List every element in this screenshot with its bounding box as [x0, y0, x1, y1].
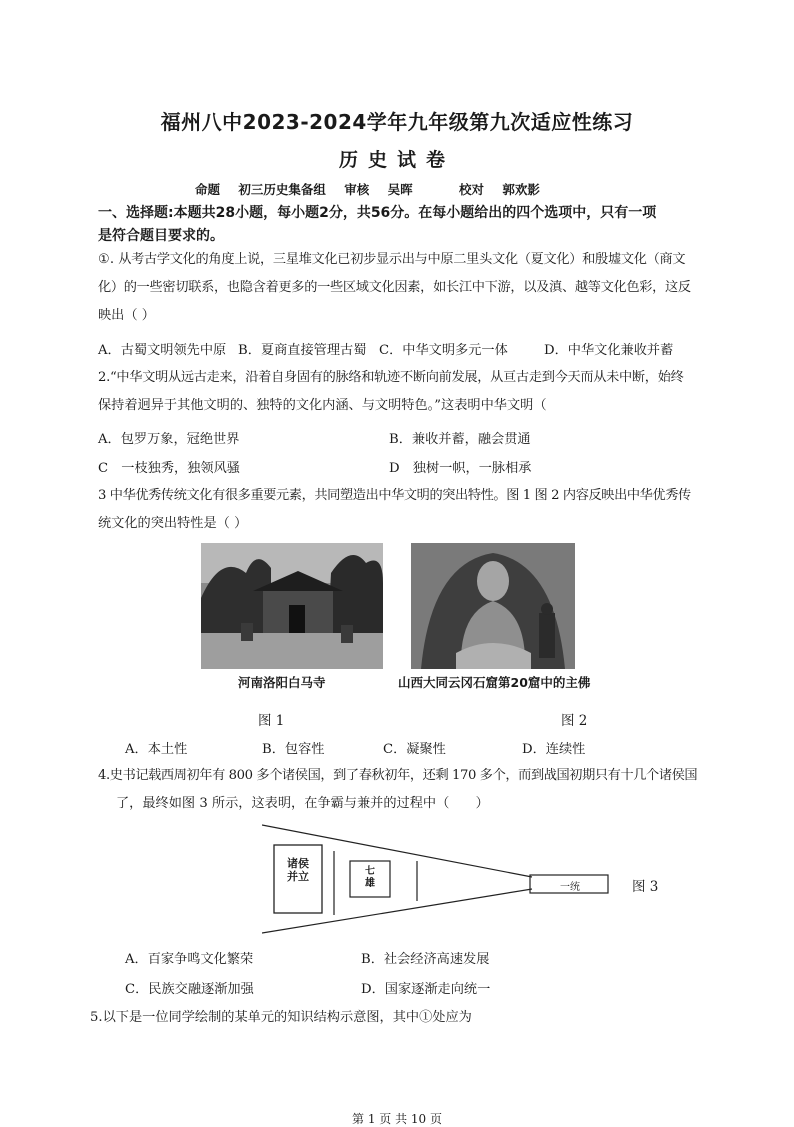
question-3-option-b[interactable]: B．包容性 [262, 742, 325, 757]
figure-2-caption: 山西大同云冈石窟第20窟中的主佛 [398, 675, 591, 690]
question-4-option-c[interactable]: C．民族交融逐渐加强 [125, 982, 254, 997]
question-5-line-1: 5.以下是一位同学绘制的某单元的知识结构示意图，其中①处应为 [90, 1010, 472, 1025]
baima-temple-photo [201, 543, 383, 669]
question-4-line-1: 4.史书记载西周初年有 800 多个诸侯国，到了春秋初年，还剩 170 多个，而到战国初期只有十几个诸侯国 [98, 768, 698, 783]
page-footer: 第 1 页 共 10 页 [352, 1112, 442, 1126]
diagram-box-unification: 一统 [560, 882, 580, 893]
section-line-2: 是符合题目要求的。 [98, 228, 224, 244]
staff-name-1: 初三历史集备组 [238, 182, 326, 197]
staff-role-3: 校对 [459, 182, 485, 197]
question-1-option-d[interactable]: D．中华文化兼收并蓄 [544, 343, 674, 358]
section-line-1: 一、选择题:本题共28小题，每小题2分，共56分。在每小题给出的四个选项中，只有一项 [98, 205, 657, 221]
question-4-option-d[interactable]: D．国家逐渐走向统一 [361, 982, 491, 997]
question-2-option-c[interactable]: C 一枝独秀，独领风骚 [98, 461, 240, 476]
question-1 [98, 246, 718, 330]
question-2 [98, 364, 718, 420]
diagram-box-seven-powers: 七雄 [365, 866, 375, 889]
question-2-line-2: 保持着迥异于其他文明的、独特的文化内涵、与文明特色。”这表明中华文明（ [98, 398, 547, 413]
question-3-line-1: 3 中华优秀传统文化有很多重要元素，共同塑造出中华文明的突出特性。图 1 图 2 内容反映出中华优秀传 [98, 488, 691, 503]
question-4 [98, 762, 728, 818]
figure-1-caption: 河南洛阳白马寺 [238, 675, 326, 690]
figure-1-label: 图 1 [258, 713, 285, 729]
figure-2-label: 图 2 [561, 713, 588, 729]
staff-role-1: 命题 [195, 182, 221, 197]
exam-title: 福州八中2023-2024学年九年级第九次适应性练习 [160, 110, 634, 134]
question-3 [98, 482, 728, 538]
question-1-option-c[interactable]: C．中华文明多元一体 [379, 343, 508, 358]
yungang-buddha-photo [411, 543, 575, 669]
section-instruction [98, 202, 718, 248]
question-3-option-d[interactable]: D．连续性 [522, 742, 586, 757]
figure-3-label: 图 3 [632, 879, 659, 895]
question-1-option-b[interactable]: B．夏商直接管理古蜀 [238, 343, 367, 358]
question-4-line-2: 了，最终如图 3 所示，这表明，在争霸与兼并的过程中（ ） [116, 796, 489, 811]
question-4-option-b[interactable]: B．社会经济高速发展 [361, 952, 490, 967]
staff-name-2: 吴晖 [387, 182, 413, 197]
question-1-line-1: 从考古学文化的角度上说，三星堆文化已初步显示出与中原二里头文化（夏文化）和殷墟文化（商文 [118, 252, 686, 267]
staff-role-2: 审核 [344, 182, 370, 197]
question-1-line-2: 化）的一些密切联系，也隐含着更多的一些区域文化因素，如长江中下游，以及滇、越等文化色彩，这反 [98, 280, 691, 295]
diagram-box-warring-states: 诸侯并立 [287, 857, 309, 883]
question-1-number: ①. [98, 252, 115, 267]
question-2-line-1: 2.“中华文明从远古走来，沿着自身固有的脉络和轨迹不断向前发展，从亘古走到今天而从未中断，始终 [98, 370, 684, 385]
staff-line [195, 180, 554, 198]
unification-funnel-diagram [262, 823, 612, 935]
question-2-option-d[interactable]: D 独树一帜，一脉相承 [389, 461, 532, 476]
staff-name-3: 郭欢影 [502, 182, 540, 197]
question-3-option-c[interactable]: C．凝聚性 [383, 742, 446, 757]
question-1-line-3: 映出（ ） [98, 308, 155, 323]
question-3-line-2: 统文化的突出特性是（ ） [98, 516, 248, 531]
exam-subtitle: 历史试卷 [338, 149, 455, 171]
question-2-option-b[interactable]: B．兼收并蓄，融会贯通 [389, 432, 531, 447]
question-4-option-a[interactable]: A．百家争鸣文化繁荣 [125, 952, 254, 967]
question-1-option-a[interactable]: A．古蜀文明领先中原 [98, 343, 227, 358]
question-3-option-a[interactable]: A．本土性 [125, 742, 188, 757]
question-2-option-a[interactable]: A．包罗万象，冠绝世界 [98, 432, 240, 447]
